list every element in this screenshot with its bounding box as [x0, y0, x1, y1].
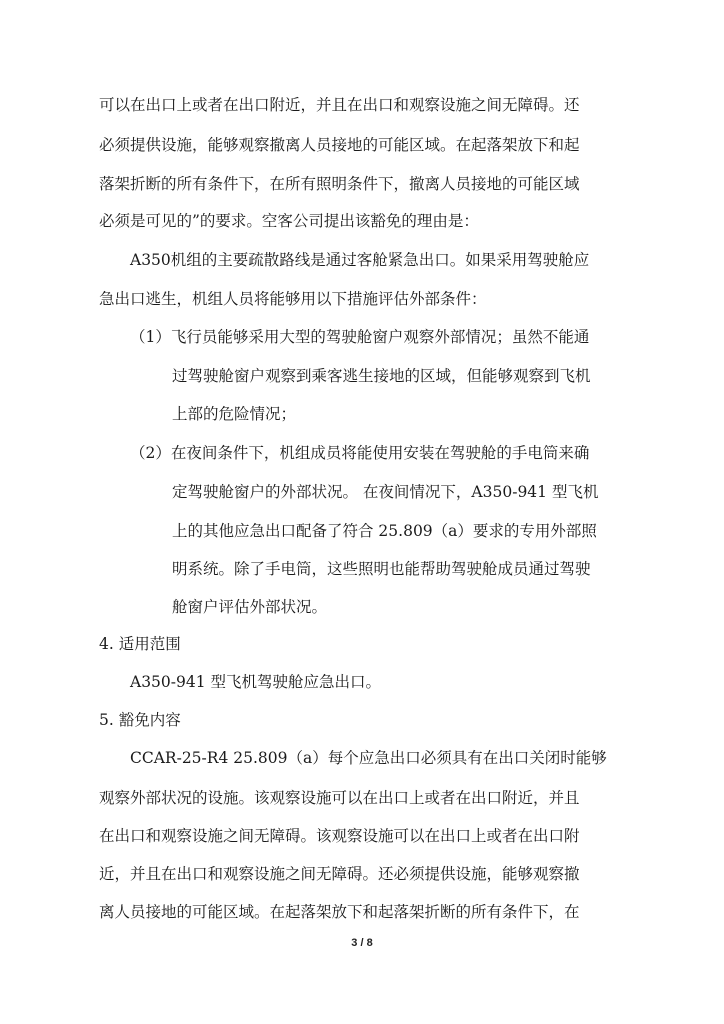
body-line: 在出口和观察设施之间无障碍。该观察设施可以在出口上或者在出口附 [99, 827, 580, 845]
body-line: 必须是可见的”的要求。空客公司提出该豁免的理由是： [99, 212, 479, 230]
paragraph-line: CCAR-25-R4 25.809（a）每个应急出口必须具有在出口关闭时能够 [130, 749, 607, 767]
list-item-2-cont: 明系统。除了手电筒，这些照明也能帮助驾驶舱成员通过驾驶 [172, 560, 591, 578]
list-item-1-cont: 过驾驶舱窗户观察到乘客逃生接地的区域，但能够观察到飞机 [172, 367, 591, 385]
list-item-2-cont: 定驾驶舱窗户的外部状况。 在夜间情况下，A350-941 型飞机 [172, 483, 599, 501]
list-item-1-cont: 上部的危险情况； [172, 405, 297, 423]
paragraph-line: A350机组的主要疏散路线是通过客舱紧急出口。如果采用驾驶舱应 [130, 251, 590, 269]
body-line: 落架折断的所有条件下，在所有照明条件下，撤离人员接地的可能区域 [99, 175, 580, 193]
body-line: 观察外部状况的设施。该观察设施可以在出口上或者在出口附近，并且 [99, 789, 580, 807]
body-line: 急出口逃生，机组人员将能够用以下措施评估外部条件： [99, 290, 487, 308]
body-line: 可以在出口上或者在出口附近，并且在出口和观察设施之间无障碍。还 [99, 96, 580, 114]
section-4-text: A350-941 型飞机驾驶舱应急出口。 [130, 673, 382, 691]
body-line: 必须提供设施，能够观察撤离人员接地的可能区域。在起落架放下和起 [99, 136, 580, 154]
list-item-2-cont: 舱窗户评估外部状况。 [172, 598, 328, 616]
list-item-1: （1）飞行员能够采用大型的驾驶舱窗户观察外部情况；虽然不能通 [130, 328, 590, 346]
body-line: 近，并且在出口和观察设施之间无障碍。还必须提供设施，能够观察撤 [99, 865, 580, 883]
list-item-2: （2）在夜间条件下，机组成员将能使用安装在驾驶舱的手电筒来确 [130, 444, 590, 462]
section-heading-4: 4. 适用范围 [99, 635, 181, 653]
section-heading-5: 5. 豁免内容 [99, 711, 181, 729]
page-number: 3 / 8 [351, 937, 373, 949]
body-line: 离人员接地的可能区域。在起落架放下和起落架折断的所有条件下，在 [99, 903, 580, 921]
list-item-2-cont: 上的其他应急出口配备了符合 25.809（a）要求的专用外部照 [172, 522, 597, 540]
